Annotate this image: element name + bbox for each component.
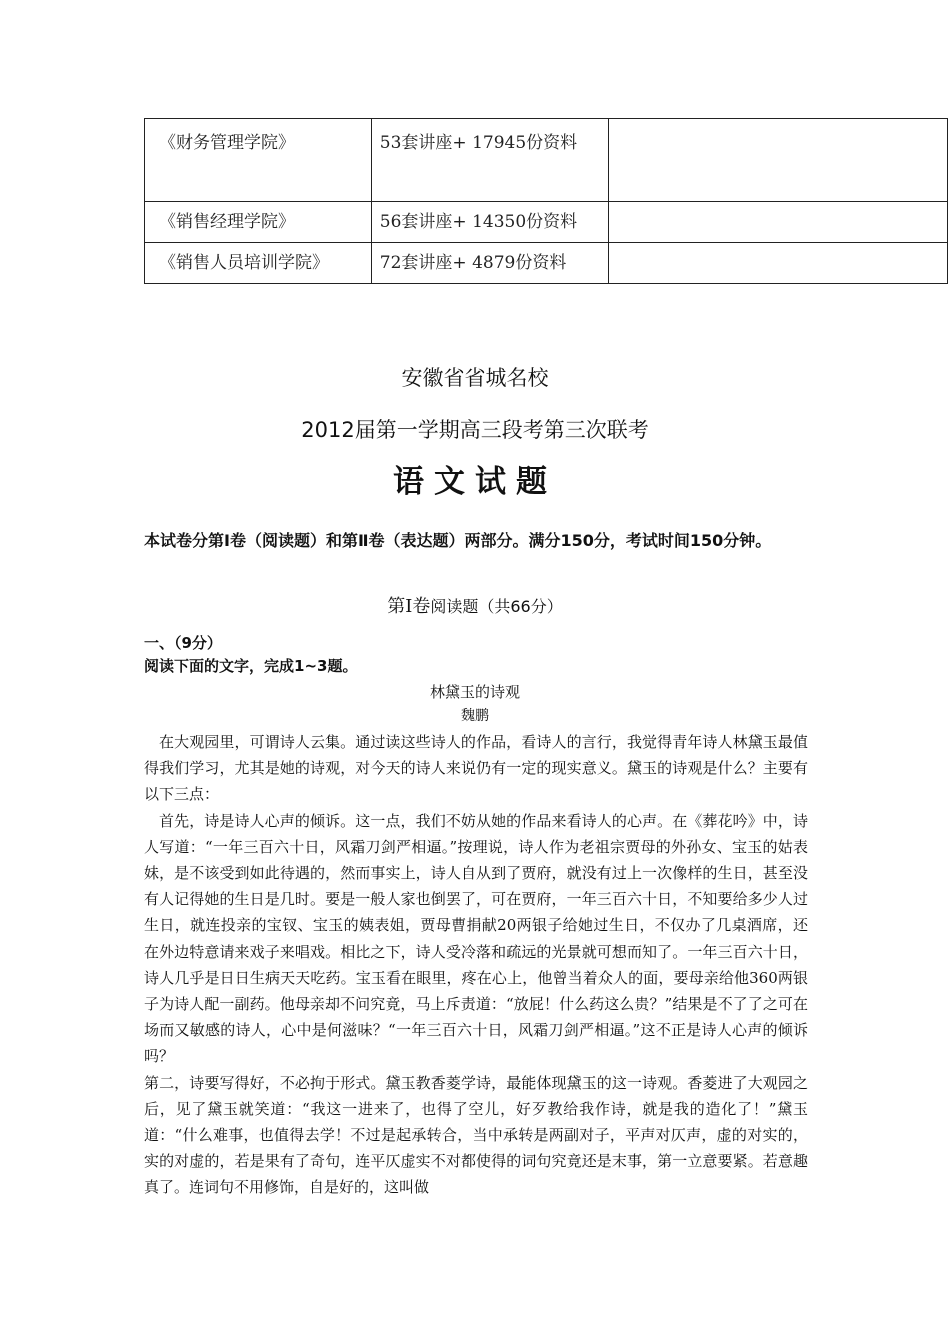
table-row xyxy=(145,243,948,284)
course-name-cell: 《销售人员培训学院》 xyxy=(145,243,372,284)
article-paragraph: 第二，诗要写得好，不必拘于形式。黛玉教香菱学诗，最能体现黛玉的这一诗观。香菱进了大观园之后，见了黛玉就笑道：“我这一进来了，也得了空儿，好歹教给我作诗，就是我的造化了！”黛玉道：“什么难事，也值得去学！不过是起承转合，当中承转是两副对子，平声对仄声，虚的对实的，实的对虚的，若是果有了奇句，连平仄虚实不对都使得的词句究竟还是末事，第一立意要紧。若意趣真了。连词句不用修饰，自是好的，这叫做 xyxy=(144,1073,808,1197)
course-note-cell xyxy=(608,202,947,243)
table-row xyxy=(145,202,948,243)
course-name-cell: 《财务管理学院》 xyxy=(145,119,372,202)
article-author: 魏鹏 xyxy=(461,708,489,724)
part-label: 第Ⅰ卷 xyxy=(387,596,431,617)
table-row xyxy=(145,119,948,202)
course-note-cell xyxy=(608,243,947,284)
course-content-cell: 72套讲座+ 4879份资料 xyxy=(371,243,608,284)
section-instruction: 阅读下面的文字，完成1~3题。 xyxy=(144,657,358,675)
section-number: 一、（9分） xyxy=(144,634,222,652)
subject-title: 语文试题 xyxy=(393,464,557,500)
course-name-cell: 《销售经理学院》 xyxy=(145,202,372,243)
article-body xyxy=(144,729,808,1201)
exam-title: 2012届第一学期高三段考第三次联考 xyxy=(301,418,649,442)
school-name: 安徽省省城名校 xyxy=(401,366,549,390)
part-heading xyxy=(0,592,950,618)
exam-intro: 本试卷分第Ⅰ卷（阅读题）和第Ⅱ卷（表达题）两部分。满分150分，考试时间150分钟。 xyxy=(144,531,772,550)
course-note-cell xyxy=(608,119,947,202)
article-paragraph: 在大观园里，可谓诗人云集。通过读这些诗人的作品，看诗人的言行，我觉得青年诗人林黛玉最值得我们学习，尤其是她的诗观，对今天的诗人来说仍有一定的现实意义。黛玉的诗观是什么？主要有以下三点： xyxy=(144,733,808,804)
course-content-cell: 53套讲座+ 17945份资料 xyxy=(371,119,608,202)
article-title: 林黛玉的诗观 xyxy=(429,683,520,701)
resource-table xyxy=(144,118,948,284)
article-paragraph: 首先，诗是诗人心声的倾诉。这一点，我们不妨从她的作品来看诗人的心声。在《葬花吟》中，诗人写道：“一年三百六十日，风霜刀剑严相逼。”按理说，诗人作为老祖宗贾母的外孙女、宝玉的姑表妹，是不该受到如此待遇的，然而事实上，诗人自从到了贾府，就没有过上一次像样的生日，甚至没有人记得她的生日是几时。要是一般人家也倒罢了，可在贾府，一年三百六十日，不知要给多少人过生日，就连投亲的宝钗、宝玉的姨表姐，贾母曹捐献20两银子给她过生日，不仅办了几桌酒席，还在外边特意请来戏子来唱戏。相比之下，诗人受冷落和疏远的光景就可想而知了。一年三百六十日，诗人几乎是日日生病天天吃药。宝玉看在眼里，疼在心上，他曾当着众人的面，要母亲给他360两银子为诗人配一副药。他母亲却不问究竟，马上斥责道：“放屁！什么药这么贵？”结果是不了了之可在场而又敏感的诗人，心中是何滋味？“一年三百六十日，风霜刀剑严相逼。”这不正是诗人心声的倾诉吗？ xyxy=(144,811,808,1066)
course-content-cell: 56套讲座+ 14350份资料 xyxy=(371,202,608,243)
part-subtitle: 阅读题（共66分） xyxy=(430,597,563,616)
